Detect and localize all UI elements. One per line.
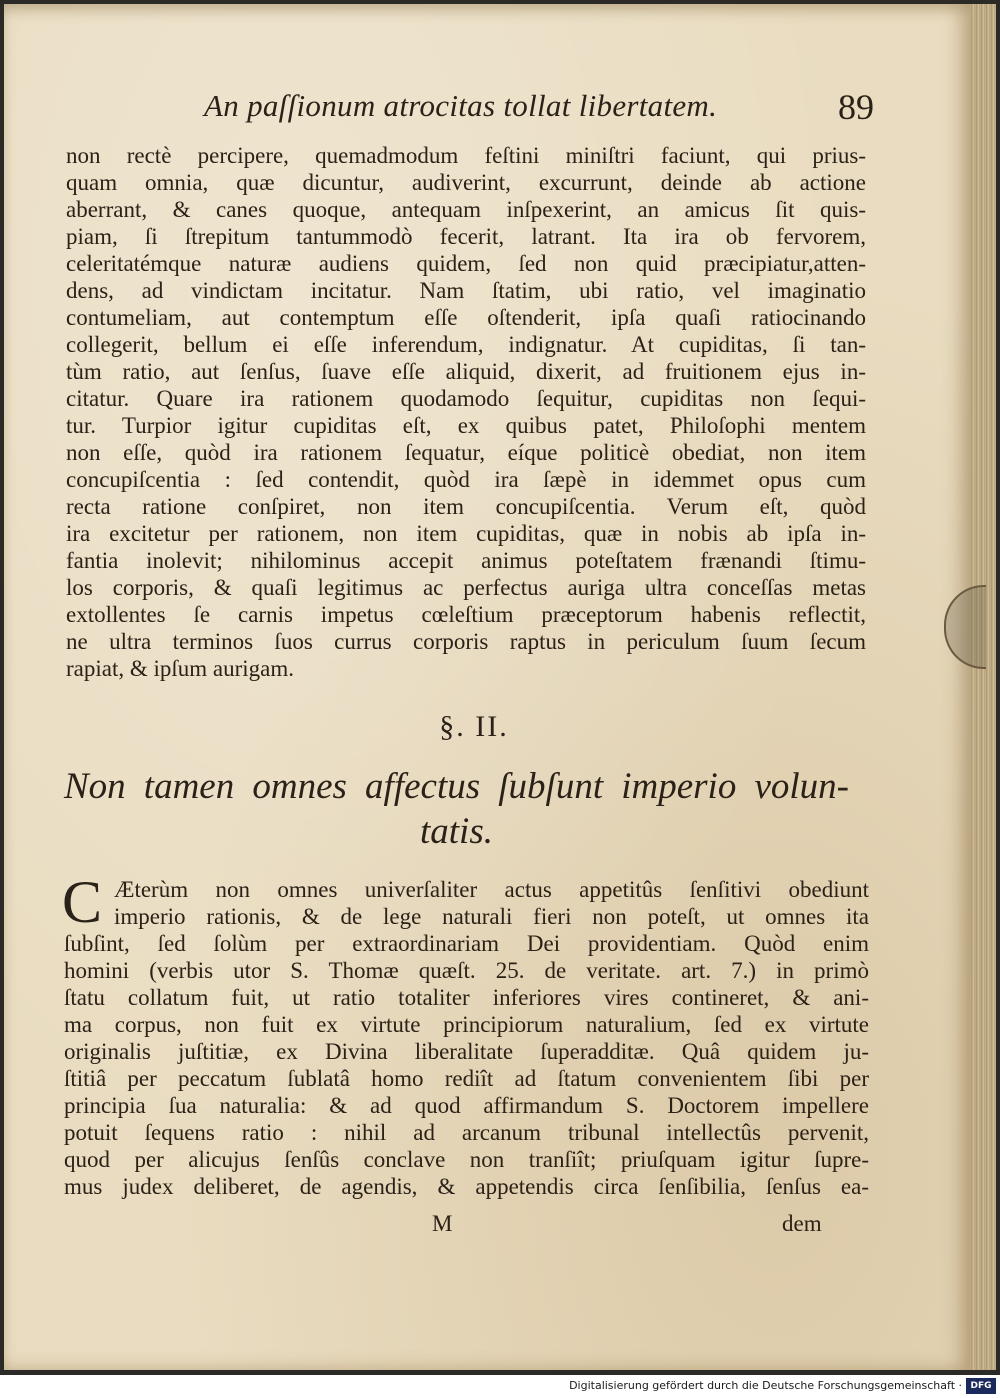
text-line: homini (verbis utor S. Thomæ quæſt. 25. de veritate. art. 7.) in primò <box>64 958 869 983</box>
section-heading-line: tatis. <box>420 811 493 852</box>
text-line: ſtatu collatum fuit, ut ratio totaliter inferiores vires contineret, & ani- <box>64 985 869 1010</box>
text-line: quam omnia, quæ dicuntur, audiverint, excurrunt, deinde ab actione <box>66 170 866 195</box>
section-number: §. II. <box>439 710 509 743</box>
text-line: los corporis, & quaſi legitimus ac perfectus auriga ultra conceſſas metas <box>66 575 866 600</box>
book-page <box>4 4 970 1370</box>
text-line: tùm ratio, aut ſenſus, ſuave eſſe aliquid, dixerit, ad fruitionem ejus in- <box>66 359 866 384</box>
text-line: rapiat, & ipſum aurigam. <box>66 656 295 681</box>
paragraph-2 <box>62 869 869 1200</box>
text-line: ira excitetur per rationem, non item cupiditas, quæ in nobis ab ipſa in- <box>66 521 866 546</box>
text-line: celeritatémque naturæ audiens quidem, ſed non quid præcipiatur,atten- <box>66 251 866 276</box>
text-line: extollentes ſe carnis impetus cœleſtium præceptorum habenis reflectit, <box>66 602 866 627</box>
text-line: non eſſe, quòd ira rationem ſequatur, eíque politicè obediat, non item <box>66 440 866 465</box>
drop-cap: C <box>62 869 103 935</box>
section-heading <box>64 764 849 854</box>
text-line: aberrant, & canes quoque, antequam inſpexerint, an amicus ſit quis- <box>66 197 866 222</box>
text-line: ſtitiâ per peccatum ſublatâ homo rediît ad ſtatum convenientem ſibi per <box>64 1066 869 1091</box>
text-line: principia ſua naturalia: & ad quod affirmandum S. Doctorem impellere <box>64 1093 869 1118</box>
text-line: concupiſcentia : ſed contendit, quòd ira ſæpè in idemmet opus cum <box>66 467 866 492</box>
text-line: collegerit, bellum ei eſſe inferendum, indignatur. At cupiditas, ſi tan- <box>66 332 866 357</box>
text-line: originalis juſtitiæ, ex Divina liberalitate ſuperadditæ. Quâ quidem ju- <box>64 1039 869 1064</box>
text-line: Æterùm non omnes univerſaliter actus appetitûs ſenſitivi obediunt <box>114 877 869 902</box>
page-header <box>204 88 874 138</box>
page-number: 89 <box>838 87 874 127</box>
page-edges <box>970 4 996 1370</box>
catchword-row <box>4 1211 1000 1241</box>
text-line: imperio rationis, & de lege naturali fieri non poteſt, ut omnes ita <box>114 904 869 929</box>
text-line: quod per alicujus ſenſûs conclave non tranſiît; priuſquam igitur ſupre- <box>64 1147 869 1172</box>
text-line: recta ratione conſpiret, non item concupiſcentia. Verum eſt, quòd <box>66 494 866 519</box>
text-line: piam, ſi ſtrepitum tantummodò fecerit, latrant. Ita ira ob fervorem, <box>66 224 866 249</box>
text-line: potuit ſequens ratio : nihil ad arcanum tribunal intellectûs pervenit, <box>64 1120 869 1145</box>
footer-bar <box>0 1375 1000 1398</box>
text-line: fantia inolevit; nihilominus accepit animus poteſtatem frænandi ſtimu- <box>66 548 866 573</box>
text-line: ne ultra terminos ſuos currus corporis raptus in periculum ſuum ſecum <box>66 629 866 654</box>
running-title: An paſſionum atrocitas tollat libertatem. <box>204 88 718 123</box>
text-line: tur. Turpior igitur cupiditas eſt, ex quibus patet, Philoſophi mentem <box>66 413 866 438</box>
text-line: citatur. Quare ira rationem quodamodo ſequitur, cupiditas non ſequi- <box>66 386 866 411</box>
catchword: dem <box>782 1211 822 1236</box>
text-line: ma corpus, non fuit ex virtute principiorum naturalium, ſed ex virtute <box>64 1012 869 1037</box>
signature-mark: M <box>432 1211 453 1236</box>
text-line: ſubſint, ſed ſolùm per extraordinariam Dei providentiam. Quòd enim <box>64 931 869 956</box>
paragraph-1 <box>66 142 866 682</box>
text-line: non rectè percipere, quemadmodum feſtini miniſtri faciunt, qui prius- <box>66 143 866 168</box>
text-line: mus judex deliberet, de agendis, & appetendis circa ſenſibilia, ſenſus ea- <box>64 1174 869 1199</box>
funding-note: Digitalisierung gefördert durch die Deutsche Forschungsgemeinschaft · <box>569 1379 962 1392</box>
dfg-logo: DFG <box>966 1378 996 1394</box>
text-line: contumeliam, aut contemptum eſſe oſtenderit, ipſa quaſi ratiocinando <box>66 305 866 330</box>
section-heading-line: Non tamen omnes affectus ſubſunt imperio volun- <box>64 766 849 807</box>
text-line: dens, ad vindictam incitatur. Nam ſtatim, ubi ratio, vel imaginatio <box>66 278 866 303</box>
